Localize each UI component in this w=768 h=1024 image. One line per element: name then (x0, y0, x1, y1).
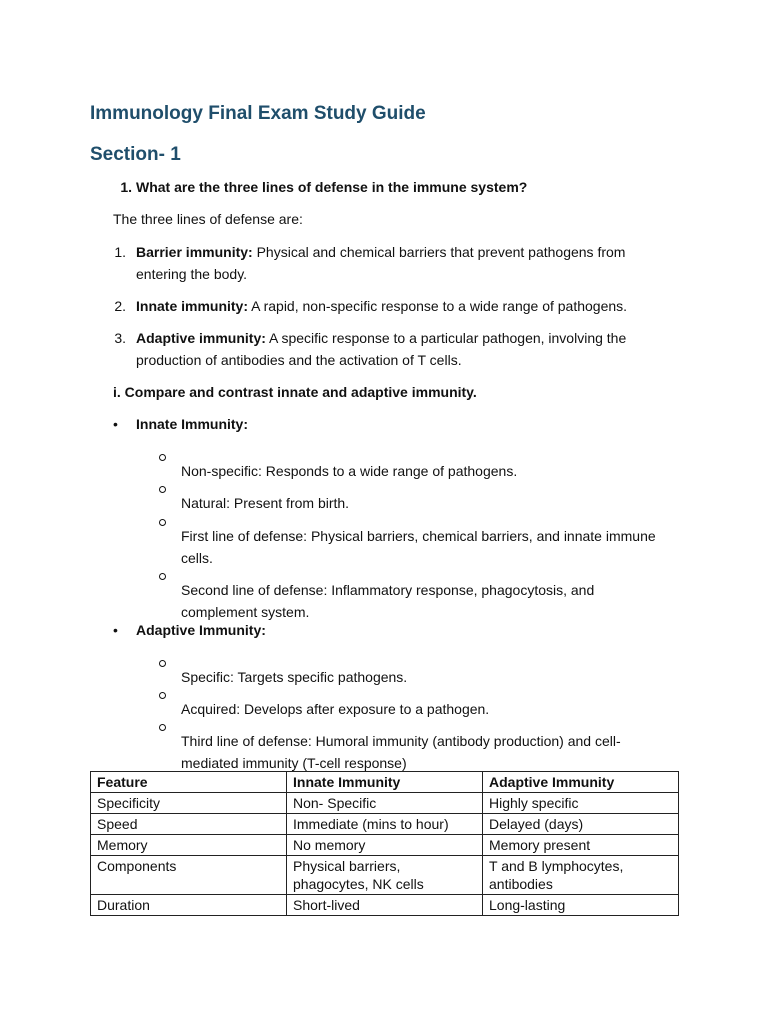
question-number: 1. (120, 179, 132, 195)
table-header-cell: Feature (91, 772, 287, 793)
bullet-dot-icon: • (113, 416, 118, 432)
hollow-circle-bullet-icon (159, 660, 166, 667)
table-cell-line: phagocytes, NK cells (293, 876, 424, 892)
list-item-text: Third line of defense: Humoral immunity (antibody production) and cell- (181, 733, 621, 749)
table-cell (91, 856, 287, 895)
list-item-text-cont: mediated immunity (T-cell response) (181, 755, 407, 771)
defense-term: Adaptive immunity: (136, 330, 266, 346)
comparison-table (90, 771, 679, 916)
table-header-cell: Innate Immunity (287, 772, 483, 793)
table-row (91, 856, 679, 895)
defense-description-cont: entering the body. (136, 266, 248, 282)
defense-number: 1. (114, 244, 126, 260)
table-cell (483, 856, 679, 895)
table-cell: Memory present (483, 835, 679, 856)
table-cell (287, 856, 483, 895)
table-cell: Duration (91, 895, 287, 916)
list-item-text: Second line of defense: Inflammatory response, phagocytosis, and (181, 582, 595, 598)
table-cell: Immediate (mins to hour) (287, 814, 483, 835)
intro-text: The three lines of defense are: (113, 211, 303, 227)
defense-number: 3. (114, 330, 126, 346)
defense-term: Innate immunity: (136, 298, 249, 314)
table-row (91, 835, 679, 856)
hollow-circle-bullet-icon (159, 486, 166, 493)
defense-number: 2. (114, 298, 126, 314)
list-item-text-cont: cells. (181, 550, 213, 566)
bullet-dot-icon: • (113, 622, 118, 638)
table-cell: Non- Specific (287, 793, 483, 814)
hollow-circle-bullet-icon (159, 573, 166, 580)
list-item-text-cont: complement system. (181, 604, 310, 620)
hollow-circle-bullet-icon (159, 724, 166, 731)
list-item-text: First line of defense: Physical barriers, chemical barriers, and innate immune (181, 528, 656, 544)
defense-term: Barrier immunity: (136, 244, 253, 260)
list-item-text: Acquired: Develops after exposure to a pathogen. (181, 701, 490, 717)
table-cell: Long-lasting (483, 895, 679, 916)
table-cell: Specificity (91, 793, 287, 814)
table-cell-line: T and B lymphocytes, (489, 858, 624, 874)
table-cell: Short-lived (287, 895, 483, 916)
list-item-text: Non-specific: Responds to a wide range of pathogens. (181, 463, 518, 479)
defense-description: A rapid, non-specific response to a wide range of pathogens. (248, 298, 628, 314)
table-cell: No memory (287, 835, 483, 856)
question-text: What are the three lines of defense in the immune system? (136, 179, 528, 195)
hollow-circle-bullet-icon (159, 519, 166, 526)
table-cell: Memory (91, 835, 287, 856)
table-row (91, 793, 679, 814)
list-item-text: Natural: Present from birth. (181, 495, 350, 511)
table-cell: Highly specific (483, 793, 679, 814)
table-cell: Delayed (days) (483, 814, 679, 835)
defense-description: Physical and chemical barriers that prevent pathogens from (252, 244, 626, 260)
table-cell-line: Components (97, 858, 177, 874)
table-cell-line: antibodies (489, 876, 553, 892)
adaptive-heading: Adaptive Immunity: (136, 622, 266, 638)
hollow-circle-bullet-icon (159, 454, 166, 461)
section-title: Section- 1 (90, 144, 181, 165)
table-header-cell: Adaptive Immunity (483, 772, 679, 793)
hollow-circle-bullet-icon (159, 692, 166, 699)
table-row (91, 814, 679, 835)
document-title: Immunology Final Exam Study Guide (90, 103, 426, 124)
table-cell-line: Physical barriers, (293, 858, 401, 874)
defense-description: A specific response to a particular pathogen, involving the (265, 330, 627, 346)
defense-description-cont: production of antibodies and the activation of T cells. (136, 352, 462, 368)
subquestion-text: i. Compare and contrast innate and adaptive immunity. (113, 384, 477, 400)
table-cell: Speed (91, 814, 287, 835)
innate-heading: Innate Immunity: (136, 416, 249, 432)
table-header-row (91, 772, 679, 793)
list-item-text: Specific: Targets specific pathogens. (181, 669, 408, 685)
table-row (91, 895, 679, 916)
